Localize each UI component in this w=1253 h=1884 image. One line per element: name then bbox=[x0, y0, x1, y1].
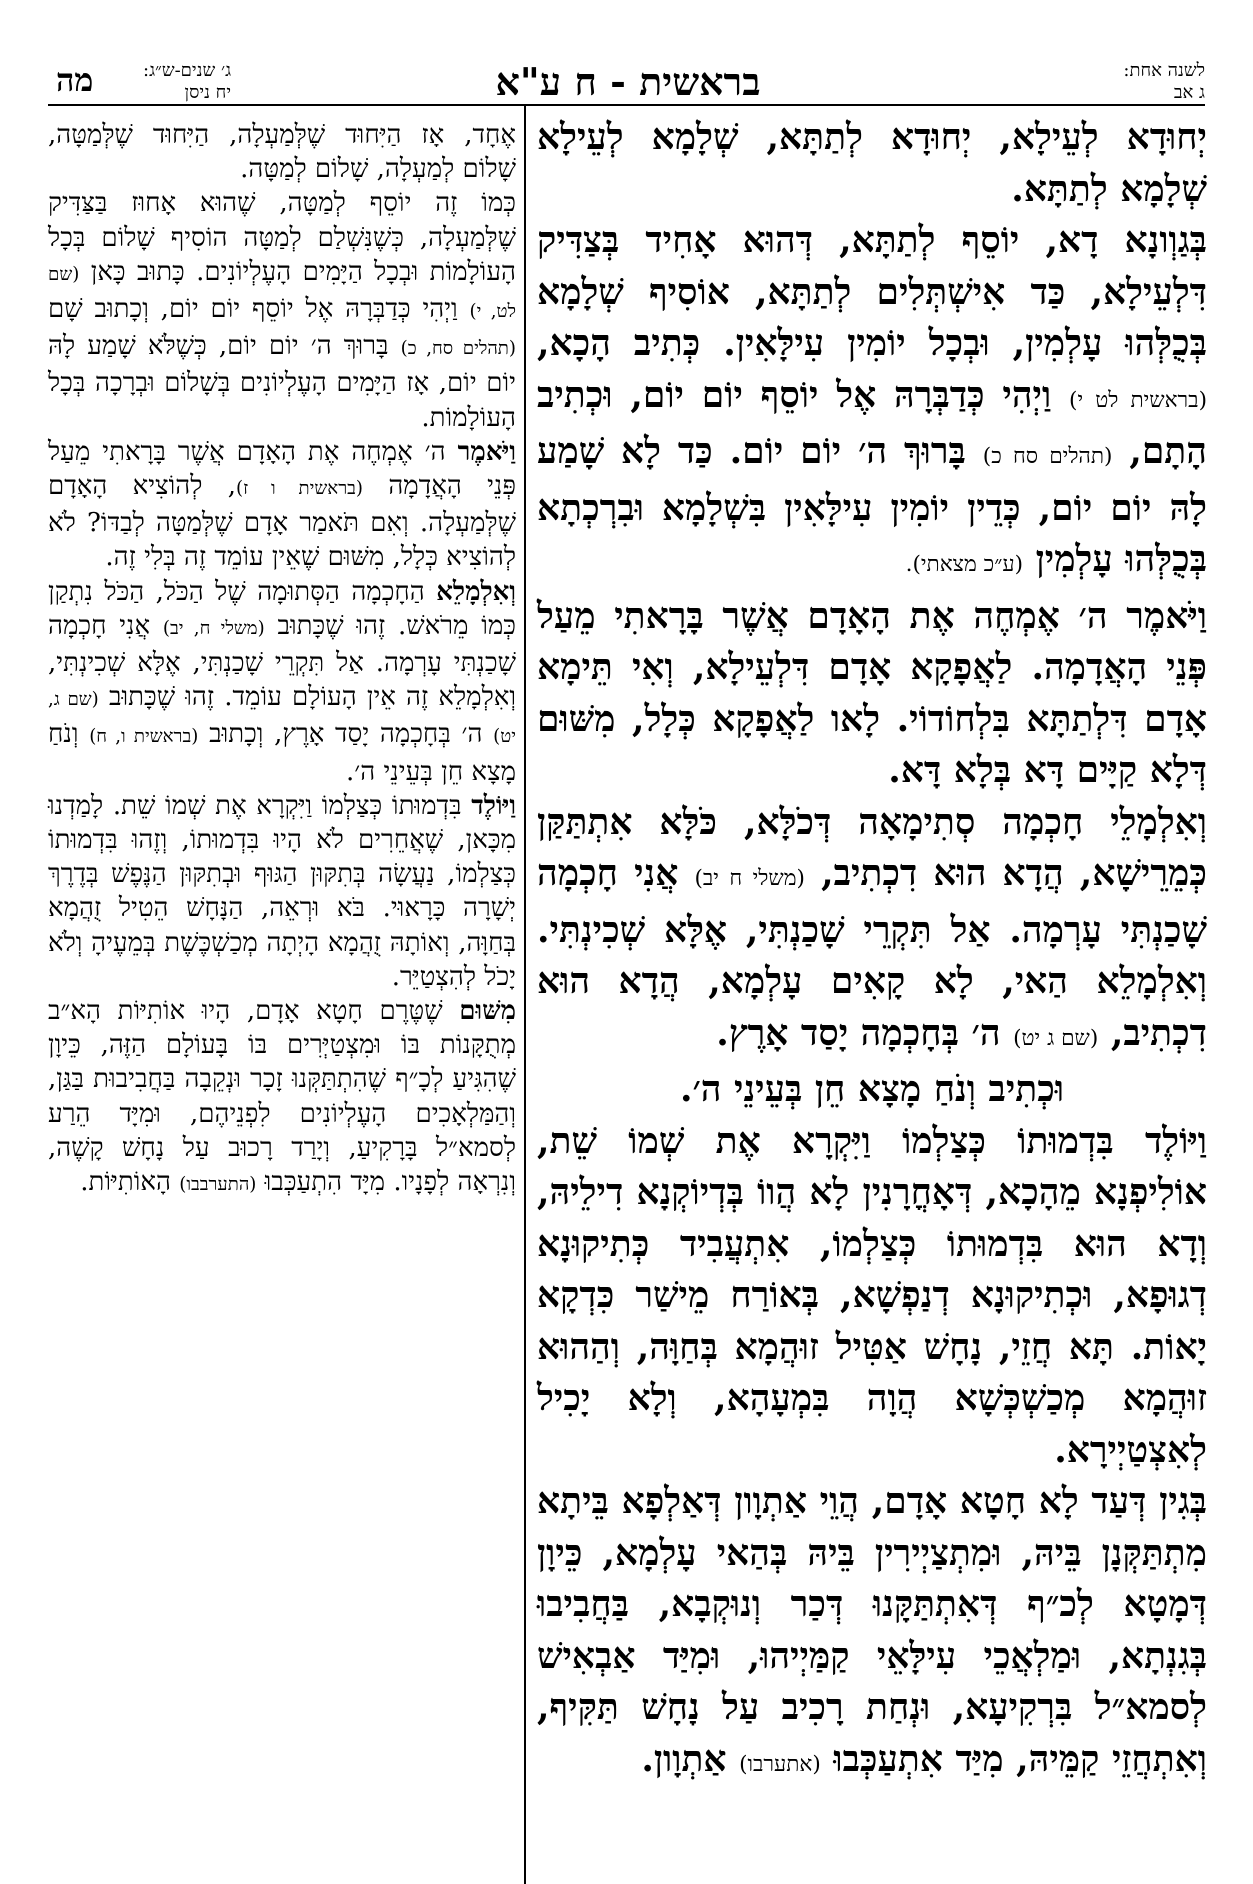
source-reference: (משלי ח, יב) bbox=[162, 617, 265, 639]
source-reference: (ע״כ מצאתי). bbox=[905, 552, 1024, 577]
source-reference: (בראשית ו, ח) bbox=[89, 726, 199, 748]
header-divider bbox=[48, 104, 1205, 106]
column-divider bbox=[524, 104, 526, 1884]
paragraph-lead-word: וַיֹּאמֶר bbox=[457, 436, 516, 467]
page-title: בראשית - ח ע"א bbox=[495, 59, 761, 104]
schedule-date: יח ניסן bbox=[184, 82, 232, 103]
hebrew-paragraph: כְּמוֹ זֶה יוֹסֵף לְמַטָּה, שֶׁהוּא אָחוּז בַּצַּדִּיק שֶׁלְּמַעְלָה, כְּשֶׁנִּשְׁלַם לְמַטָּה הוֹסִיף שָׁלוֹם בְּכָל הָעוֹלָמוֹת וּבְכָל הַיָּמִים הָעֶלְיוֹנִים. כָּתוּב כָּאן (שם לט, י) וַיְהִי כְּדַבְּרָהּ אֶל יוֹסֵף יוֹם יוֹם, וְכָתוּב שָׁם (תהלים סח, כ) בָּרוּךְ ה׳ יוֹם יוֹם, כְּשֶׁלֹּא שָׁמַע לָהּ יוֹם יוֹם, אָז הַיָּמִים הָעֶלְיוֹנִים בְּשָׁלוֹם וּבְרָכָה בְּכָל הָעוֹלָמוֹת. bbox=[48, 188, 516, 433]
hebrew-paragraph: וַיּוֹלֶד בִּדְמוּתוֹ כְּצַלְמוֹ וַיִּקְרָא אֶת שְׁמוֹ שֵׁת. לָמַדְנוּ מִכָּאן, שֶׁאֲחֵרִים לֹא הָיוּ בִּדְמוּתוֹ, וְזֶהוּ בִּדְמוּתוֹ כְּצַלְמוֹ, נַעֲשָׂה בְּתִקּוּן הַגּוּף וּבְתִקּוּן הַנֶּפֶשׁ בְּדֶרֶךְ יְשָׁרָה כָּרָאוּי. בֹּא וּרְאֵה, הַנָּחָשׁ הֵטִיל זֻהֲמָא בְּחַוָּה, וְאוֹתָהּ זֻהֲמָא הָיְתָה מְכַשְׁכֶּשֶׁת בְּמֵעֶיהָ וְלֹא יָכֹל לְהִצְטַיֵּר. bbox=[48, 790, 516, 992]
aramaic-column bbox=[537, 112, 1207, 1790]
aramaic-paragraph: וְאִלְמָלֵי חָכְמָה סְתִימָאָה דְּכֹלָּא, כֹּלָּא אִתְתַּקַּן כְּמֵרֵישָׁא, הֲדָא הוּא דִכְתִיב, (משלי ח יב) אֲנִי חָכְמָה שָׁכַנְתִּי עָרְמָה. אַל תִּקְרֵי שָׁכַנְתִּי, אֶלָּא שְׁכִינְתִּי. וְאִלְמָלֵא הַאי, לָא קָאִים עָלְמָא, הֲדָא הוּא דִכְתִיב, (שם ג יט) ה׳ בְּחָכְמָה יָסַד אָרֶץ. bbox=[537, 800, 1207, 1054]
hebrew-translation-column bbox=[48, 118, 516, 1202]
source-reference: (תהלים סח כ) bbox=[982, 444, 1113, 469]
page-header bbox=[48, 60, 1205, 102]
hebrew-paragraph: מִשּׁוּם שֶׁטֶּרֶם חָטָא אָדָם, הָיוּ אוֹתִיּוֹת הָא״ב מְתֻקָּנוֹת בּוֹ וּמִצְטַיְּרִים בּוֹ בָּעוֹלָם הַזֶּה, כֵּיוָן שֶׁהִגִּיעַ לְכָ״ף שֶׁהִתְתַּקְּנוּ זָכָר וּנְקֵבָה בַּחֲבִיבוּת בַּגַּן, וְהַמַּלְאָכִים הָעֶלְיוֹנִים לִפְנֵיהֶם, וּמִיָּד הֵרַע לְסמא״ל בָּרָקִיעַ, וְיָרַד רָכוּב עַל נָחָשׁ קָשֶׁה, וְנִרְאָה לְפָנָיו. מִיָּד הִתְעַכְּבוּ (התערבבו) הָאוֹתִיּוֹת. bbox=[48, 996, 516, 1198]
hebrew-paragraph: אֶחָד, אָז הַיִּחוּד שֶׁלְּמַעְלָה, הַיִּחוּד שֶׁלְּמַטָּה, שָׁלוֹם לְמַעְלָה, שָׁלוֹם לְמַטָּה. bbox=[48, 120, 516, 185]
hebrew-paragraph: וַיֹּאמֶר ה׳ אֶמְחֶה אֶת הָאָדָם אֲשֶׁר בָּרָאתִי מֵעַל פְּנֵי הָאֲדָמָה (בראשית ו ז), לְהוֹצִיא הָאָדָם שֶׁלְּמַעְלָה. וְאִם תֹּאמַר אָדָם שֶׁלְּמַטָּה לְבַדּוֹ? לֹא לְהוֹצִיא כְּלָל, מִשּׁוּם שֶׁאֵין עוֹמֵד זֶה בְּלִי זֶה. bbox=[48, 436, 516, 573]
aramaic-paragraph: וּכְתִיב וְנֹחַ מָצָא חֵן בְּעֵינֵי ה׳. bbox=[679, 1068, 1065, 1110]
schedule-label: ג׳ שנים-ש״ג: bbox=[143, 60, 232, 81]
schedule-date: ג אב bbox=[1173, 82, 1205, 103]
aramaic-paragraph: יְחוּדָא לְעֵילָא, יְחוּדָא לְתַתָּא, שְׁלָמָא לְעֵילָא שְׁלָמָא לְתַתָּא. bbox=[537, 116, 1207, 210]
study-schedule-one-year bbox=[1123, 60, 1205, 104]
aramaic-paragraph: וַיֹּאמֶר ה׳ אֶמְחֶה אֶת הָאָדָם אֲשֶׁר בָּרָאתִי מֵעַל פְּנֵי הָאֲדָמָה. לַאֲפָקָא אָדָם דִּלְעֵילָא, וְאִי תֵּימָא אָדָם דִּלְתַתָּא בִּלְחוֹדוֹי. לָאו לַאֲפָקָא כְּלָל, מִשּׁוּם דְּלָא קַיָּים דָּא בְּלָא דָּא. bbox=[537, 594, 1207, 791]
paragraph-lead-word: וַיּוֹלֶד bbox=[471, 790, 516, 821]
paragraph-lead-word: וְאִלְמָלֵא bbox=[436, 576, 517, 607]
source-reference: (משלי ח יב) bbox=[694, 866, 805, 891]
page-number: מה bbox=[56, 61, 94, 99]
aramaic-paragraph: וַיּוֹלֶד בִּדְמוּתוֹ כְּצַלְמוֹ וַיִּקְרָא אֶת שְׁמוֹ שֵׁת, אוֹלִיפְנָא מֵהָכָא, דְּאָחֳרָנִין לָא הֲווֹ בְּדְיוֹקְנָא דִילֵיהּ, וְדָא הוּא בִּדְמוּתוֹ כְּצַלְמוֹ, אִתְעֲבִיד כְּתִיקוּנָא דְגוּפָא, וּכְתִיקוּנָא דְנַפְשָׁא, בְּאוֹרַח מֵישַׁר כִּדְקָא יָאוֹת. תָּא חֲזֵי, נָחָשׁ אַטִּיל זוּהֲמָא בְּחַוָּה, וְהַהוּא זוּהֲמָא מְכַשְׁכְּשָׁא הֲוָה בִּמְעָהָא, וְלָא יָכִיל לְאִצְטַיְירָא. bbox=[537, 1119, 1207, 1471]
schedule-label: לשנה אחת: bbox=[1123, 60, 1205, 81]
source-reference: (אתערבו) bbox=[739, 1751, 821, 1777]
source-reference: (שם לט, י) bbox=[48, 263, 516, 323]
source-reference: (שם ג יט) bbox=[1013, 1025, 1099, 1051]
aramaic-paragraph: בְּגַוְונָא דָא, יוֹסֵף לְתַתָּא, דְּהוּא אָחִיד בְּצַדִּיק דִּלְעֵילָא, כַּד אִישְׁתְּלִים לְתַתָּא, אוֹסִיף שְׁלָמָא בְּכֻלְּהוּ עָלְמִין, וּבְכָל יוֹמִין עִילָּאִין. כְּתִיב הָכָא, (בראשית לט י) וַיְהִי כְּדַבְּרָהּ אֶל יוֹסֵף יוֹם יוֹם, וּכְתִיב הָתָם, (תהלים סח כ) בָּרוּךְ ה׳ יוֹם יוֹם. כַּד לָא שָׁמַע לָהּ יוֹם יוֹם, כְּדֵין יוֹמִין עִילָּאִין בִּשְׁלָמָא וּבִרְכְתָא בְּכֻלְּהוּ עָלְמִין (ע״כ מצאתי). bbox=[537, 219, 1207, 580]
paragraph-lead-word: מִשּׁוּם bbox=[459, 996, 516, 1027]
source-reference: (שם ג, יט) bbox=[48, 689, 517, 748]
hebrew-paragraph: וְאִלְמָלֵא הַחָכְמָה הַסְּתוּמָה שֶׁל הַכֹּל, הַכֹּל נִתְקַן כְּמוֹ מֵרֹאשׁ. זֶהוּ שֶׁכָּתוּב (משלי ח, יב) אֲנִי חָכְמָה שָׁכַנְתִּי עָרְמָה. אַל תִּקְרֵי שָׁכַנְתִּי, אֶלָּא שְׁכִינְתִּי, וְאִלְמָלֵא זֶה אֵין הָעוֹלָם עוֹמֵד. זֶהוּ שֶׁכָּתוּב (שם ג, יט) ה׳ בְּחָכְמָה יָסַד אָרֶץ, וְכָתוּב (בראשית ו, ח) וְנֹחַ מָצָא חֵן בְּעֵינֵי ה׳. bbox=[48, 576, 517, 787]
source-reference: (תהלים סח, כ) bbox=[400, 338, 516, 360]
study-schedule-three-year bbox=[143, 60, 231, 104]
aramaic-paragraph: בְּגִין דְּעַד לָא חָטָא אָדָם, הֲוֵי אַתְוָון דְּאַלְפָא בֵּיתָא מִתְתַּקְּנָן בֵּיהּ, וּמִתְצַיְירִין בֵּיהּ בְּהַאי עָלְמָא, כֵּיוָן דְּמָטָא לְכ״ף דְּאִתְתַּקָּנוּ דְּכַר וְנוּקְבָא, בַּחֲבִיבוּ בְּגִנְתָא, וּמַלְאֲכֵי עִילָּאֵי קַמַּיְיהוּ, וּמִיַּד אַבְאִישׁ לְסמא״ל בִּרְקִיעָא, וּנְחַת רָכִיב עַל נָחָשׁ תַּקִּיף, וְאִתְחֲזֵי קַמֵּיהּ, מִיַּד אִתְעַכְּבוּ (אתערבו) אַתְוָון. bbox=[537, 1480, 1207, 1780]
source-reference: (בראשית ו ז) bbox=[236, 478, 363, 500]
source-reference: (התערבבו) bbox=[179, 1174, 257, 1196]
source-reference: (בראשית לט י) bbox=[1069, 387, 1207, 413]
